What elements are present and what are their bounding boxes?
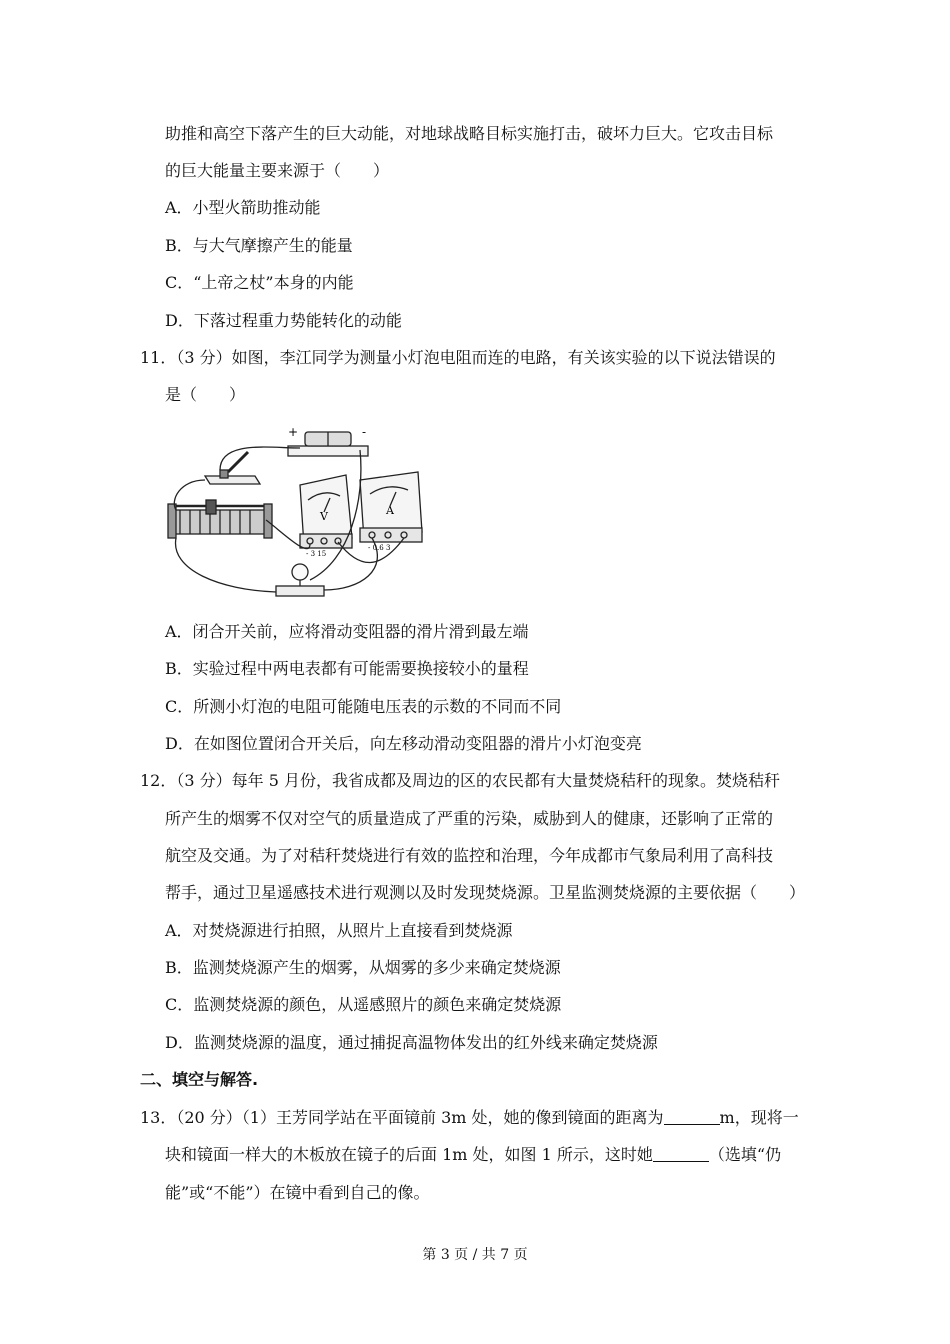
page-footer: 第 3 页 / 共 7 页 — [422, 1247, 528, 1263]
q13-line-1-text-a: 13．（20 分）（1）王芳同学站在平面镜前 3m 处，她的像到镜面的距离为 — [140, 1108, 664, 1127]
switch-lever — [228, 452, 248, 472]
circuit-diagram — [160, 420, 440, 610]
answer-blank-2[interactable] — [653, 1145, 709, 1162]
battery-plus-label: + — [288, 425, 299, 439]
q12-stem-line-3: 航空及交通。为了对秸秆焚烧进行有效的监控和治理，今年成都市气象局利用了高科技 — [165, 846, 774, 865]
q11-stem-line-2: 是（ ） — [165, 385, 246, 404]
q13-line-1 — [140, 1108, 799, 1128]
q13-line-2-text-a: 块和镜面一样大的木板放在镜子的后面 1m 处，如图 1 所示，这时她 — [165, 1145, 653, 1164]
ammeter-label: A — [386, 504, 394, 517]
q12-option-a: A．对焚烧源进行拍照，从照片上直接看到焚烧源 — [165, 921, 513, 940]
rheostat-slider — [206, 500, 216, 514]
q13-line-1-text-b: m，现将一 — [719, 1108, 799, 1127]
q12-option-b: B．监测焚烧源产生的烟雾，从烟雾的多少来确定焚烧源 — [165, 958, 561, 977]
q10-option-d: D．下落过程重力势能转化的动能 — [165, 311, 402, 330]
q11-option-b: B．实验过程中两电表都有可能需要换接较小的量程 — [165, 659, 529, 678]
section-heading: 二、填空与解答. — [140, 1070, 259, 1089]
q11-stem-line-1: 11．（3 分）如图，李江同学为测量小灯泡电阻而连的电路，有关该实验的以下说法错误的 — [140, 348, 776, 367]
q11-option-c: C．所测小灯泡的电阻可能随电压表的示数的不同而不同 — [165, 697, 562, 716]
q12-stem-line-4: 帮手，通过卫星遥感技术进行观测以及时发现焚烧源。卫星监测焚烧源的主要依据（ ） — [165, 883, 806, 902]
q10-option-a: A．小型火箭助推动能 — [165, 198, 321, 217]
q10-stem-line-2: 的巨大能量主要来源于（ ） — [165, 161, 390, 180]
answer-blank-1[interactable] — [664, 1108, 720, 1125]
q12-stem-line-2: 所产生的烟雾不仅对空气的质量造成了严重的污染，威胁到人的健康，还影响了正常的 — [165, 809, 774, 828]
q10-stem-line-1: 助推和高空下落产生的巨大动能，对地球战略目标实施打击，破坏力巨大。它攻击目标 — [165, 124, 774, 143]
voltmeter-label: V — [320, 510, 328, 523]
q13-line-2-text-b: （选填“仍 — [708, 1145, 782, 1164]
battery-minus-label: - — [362, 425, 367, 439]
q12-option-d: D．监测焚烧源的温度，通过捕捉高温物体发出的红外线来确定焚烧源 — [165, 1033, 658, 1052]
q10-option-c: C．“上帝之杖”本身的内能 — [165, 273, 354, 292]
bulb-icon — [292, 564, 308, 580]
q12-stem-line-1: 12．（3 分）每年 5 月份，我省成都及周边的区的农民都有大量焚烧秸秆的现象。焚烧秸秆 — [140, 771, 780, 790]
q11-option-d: D．在如图位置闭合开关后，向左移动滑动变阻器的滑片小灯泡变亮 — [165, 734, 642, 753]
q10-option-b: B．与大气摩擦产生的能量 — [165, 236, 353, 255]
q11-option-a: A．闭合开关前，应将滑动变阻器的滑片滑到最左端 — [165, 622, 529, 641]
q13-line-3: 能”或“不能”）在镜中看到自己的像。 — [165, 1183, 430, 1202]
voltmeter-terminals: - 3 15 — [306, 550, 327, 558]
lamp-base — [276, 586, 324, 596]
q12-option-c: C．监测焚烧源的颜色，从遥感照片的颜色来确定焚烧源 — [165, 995, 562, 1014]
ammeter-terminals: - 0.6 3 — [368, 544, 391, 552]
q13-line-2 — [165, 1145, 781, 1165]
switch-base — [205, 476, 260, 484]
